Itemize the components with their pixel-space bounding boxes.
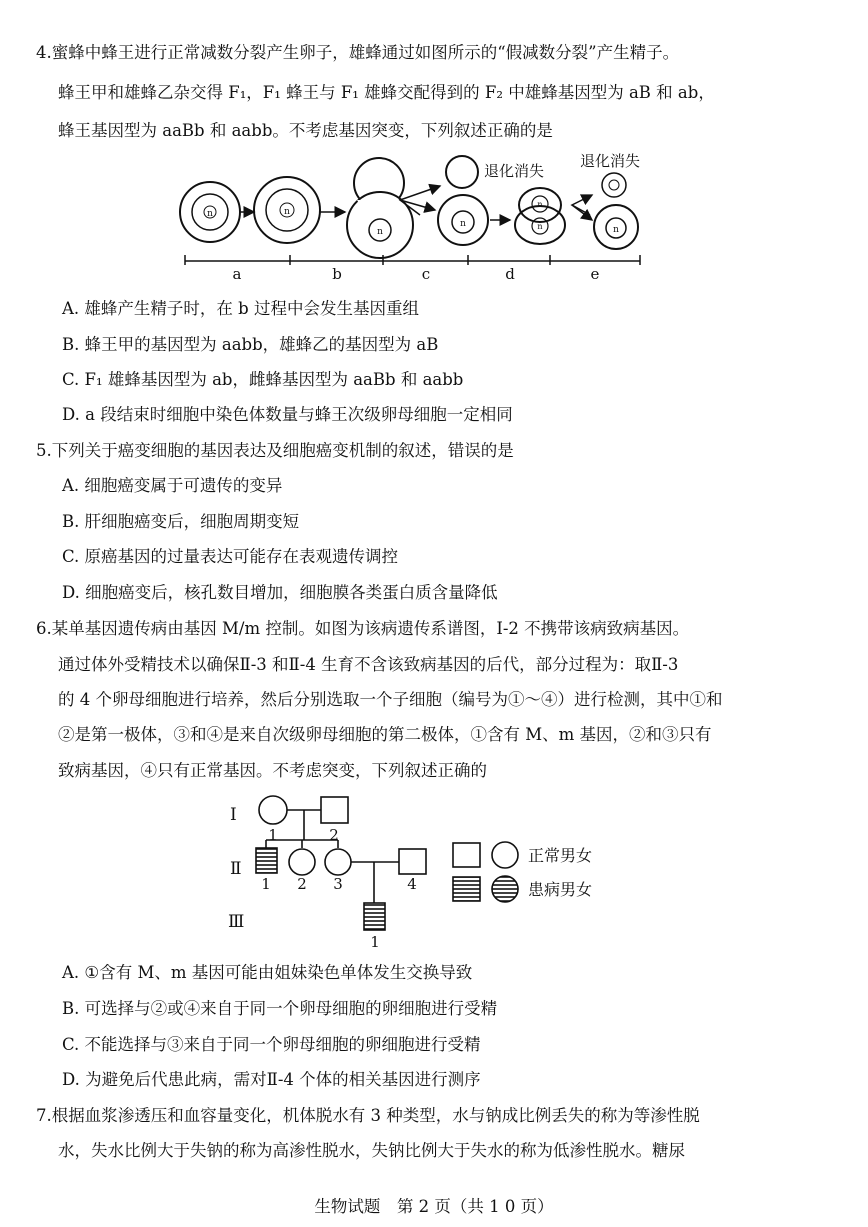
stage-a: a (232, 265, 242, 283)
generation-III: Ⅲ (228, 912, 245, 932)
generation-I: Ⅰ (230, 805, 237, 825)
q6-stem-line-2: 通过体外受精技术以确保Ⅱ-3 和Ⅱ-4 生育不含该致病基因的后代，部分过程为：取Ⅱ-3 (58, 655, 679, 674)
q5-option-d: D. 细胞癌变后，核孔数目增加，细胞膜各类蛋白质含量降低 (62, 583, 498, 602)
q6-option-a: A. ①含有 M、m 基因可能由姐妹染色单体发生交换导致 (62, 963, 473, 982)
stage-b: b (332, 265, 342, 283)
legend-normal-label: 正常男女 (528, 846, 593, 865)
q6-stem-line-3: 的 4 个卵母细胞进行培养，然后分别选取一个子细胞（编号为①～④）进行检测，其中①和 (58, 690, 723, 709)
svg-text:1: 1 (261, 875, 271, 893)
q5-option-b: B. 肝细胞癌变后，细胞周期变短 (62, 512, 300, 531)
q6-option-c: C. 不能选择与③来自于同一个卵母细胞的卵细胞进行受精 (62, 1035, 481, 1054)
q7-stem-line-2: 水，失水比例大于失钠的称为高渗性脱水，失钠比例大于失水的称为低渗性脱水。糖尿 (58, 1141, 685, 1160)
q4-stem-line-2: 蜂王甲和雄蜂乙杂交得 F₁，F₁ 蜂王与 F₁ 雄蜂交配得到的 F₂ 中雄蜂基因型为 aB 和 ab， (58, 83, 715, 102)
II-2-female (289, 849, 315, 875)
degenerate-label-1: 退化消失 (484, 162, 545, 180)
q4-stem-line-3: 蜂王基因型为 aaBb 和 aabb。不考虑基因突变，下列叙述正确的是 (58, 121, 553, 140)
nucleus-label: n (207, 209, 213, 219)
q4-option-b: B. 蜂王甲的基因型为 aabb，雄蜂乙的基因型为 aB (62, 335, 439, 354)
stage-d: d (505, 265, 515, 283)
q5-option-c: C. 原癌基因的过量表达可能存在表观遗传调控 (62, 547, 399, 566)
q4-option-c: C. F₁ 雄蜂基因型为 ab，雌蜂基因型为 aaBb 和 aabb (62, 370, 464, 389)
legend-affected-male (453, 877, 480, 901)
svg-text:2: 2 (329, 826, 339, 844)
svg-text:n: n (537, 200, 543, 209)
svg-text:n: n (377, 227, 383, 237)
q4-option-d: D. a 段结束时细胞中染色体数量与蜂王次级卵母细胞一定相同 (62, 405, 513, 424)
q4-stem-line-1: 4.蜜蜂中蜂王进行正常减数分裂产生卵子，雄蜂通过如图所示的“假减数分裂”产生精子。 (36, 43, 680, 62)
svg-text:4: 4 (407, 875, 417, 893)
I-1-female (259, 796, 287, 824)
q6-stem-line-5: 致病基因，④只有正常基因。不考虑突变，下列叙述正确的 (58, 761, 487, 780)
q7-stem-line-1: 7.根据血浆渗透压和血容量变化，机体脱水有 3 种类型，水与钠成比例丢失的称为等渗性脱 (36, 1106, 700, 1125)
svg-text:n: n (460, 219, 466, 229)
legend-normal-female (492, 842, 518, 868)
page-footer: 生物试题 第 2 页（共 1 0 页） (314, 1197, 554, 1216)
svg-text:n: n (284, 207, 290, 217)
svg-text:n: n (613, 225, 619, 235)
II-3-female (325, 849, 351, 875)
q6-stem-line-4: ②是第一极体，③和④是来自次级卵母细胞的第二极体，①含有 M、m 基因，②和③只有 (58, 725, 712, 744)
svg-text:n: n (537, 222, 543, 231)
legend-normal-male (453, 843, 480, 867)
q4-option-a: A. 雄蜂产生精子时，在 b 过程中会发生基因重组 (62, 299, 419, 318)
legend-affected-female (492, 876, 518, 902)
svg-text:2: 2 (297, 875, 307, 893)
q6-stem-line-1: 6.某单基因遗传病由基因 M/m 控制。如图为该病遗传系谱图，Ⅰ-2 不携带该病致病基因。 (36, 619, 690, 638)
I-2-male (321, 797, 348, 823)
q6-option-b: B. 可选择与②或④来自于同一个卵母细胞的卵细胞进行受精 (62, 999, 498, 1018)
legend-affected-label: 患病男女 (528, 880, 593, 899)
svg-text:1: 1 (370, 933, 380, 951)
II-1-affected-male (256, 848, 277, 873)
q6-option-d: D. 为避免后代患此病，需对Ⅱ-4 个体的相关基因进行测序 (62, 1070, 481, 1089)
stage-c: c (421, 265, 431, 283)
stage-e: e (590, 265, 600, 283)
III-1-affected-male (364, 903, 385, 930)
q5-stem: 5.下列关于癌变细胞的基因表达及细胞癌变机制的叙述，错误的是 (36, 441, 514, 460)
svg-text:1: 1 (268, 826, 278, 844)
II-4-male (399, 849, 426, 874)
degenerate-label-2: 退化消失 (580, 152, 641, 170)
svg-text:3: 3 (333, 875, 343, 893)
generation-II: Ⅱ (230, 859, 242, 879)
q5-option-a: A. 细胞癌变属于可遗传的变异 (62, 476, 283, 495)
